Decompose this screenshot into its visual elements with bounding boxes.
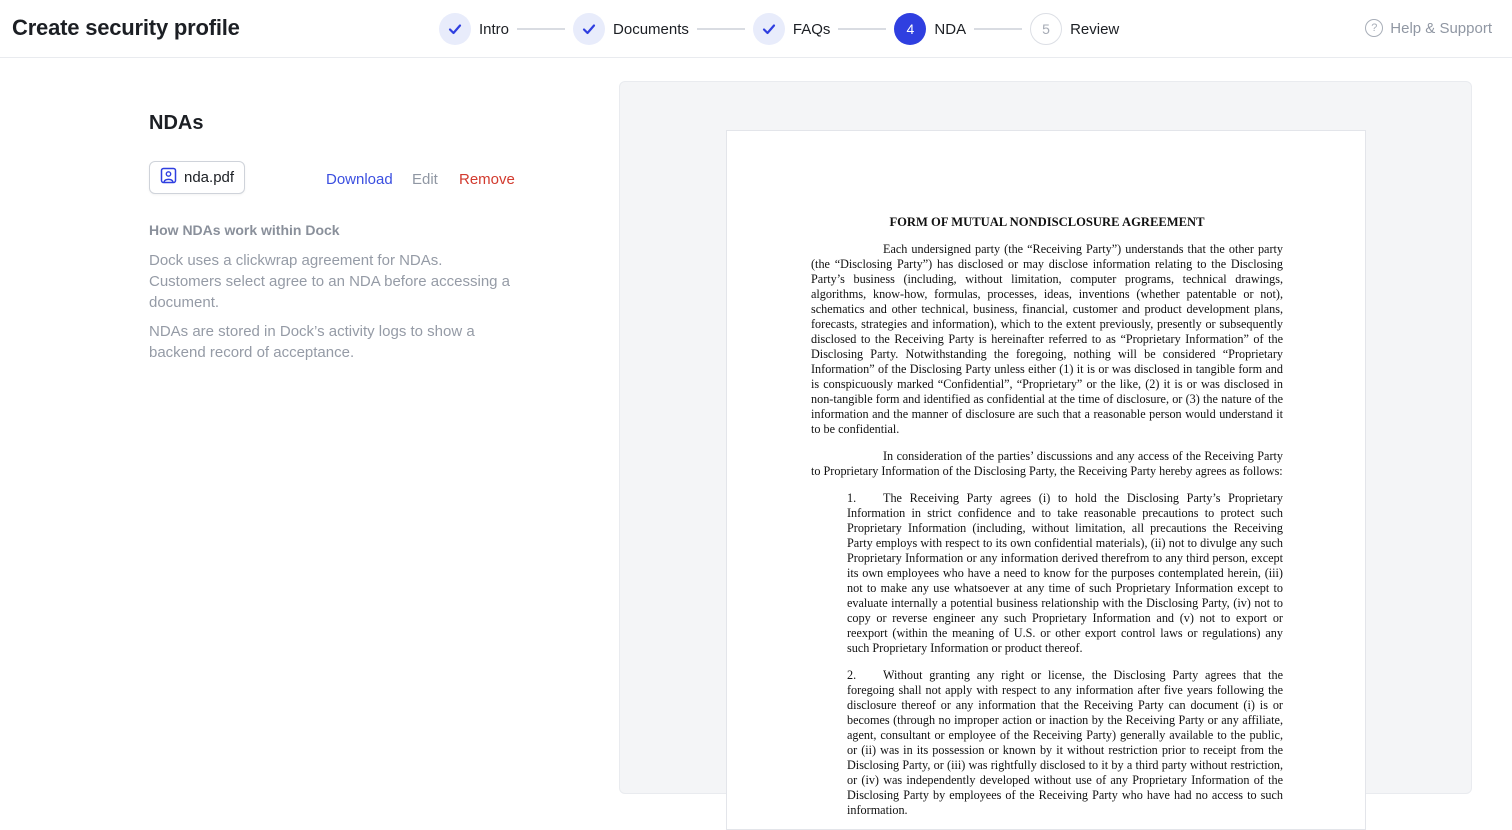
help-label: Help & Support [1390,19,1492,37]
document-body [811,215,1283,830]
step-faqs[interactable] [753,13,831,45]
step-connector [974,28,1022,30]
step-label: Intro [479,20,510,38]
step-label: Review [1070,20,1120,38]
nda-settings-panel [149,112,519,363]
document-paragraph: In consideration of the parties’ discussions and any access of the Receiving Party to Proprietary Information of the Disclosing Party, the Receiving Party hereby agrees as follows: [811,449,1283,478]
step-connector [697,28,745,30]
progress-stepper [439,12,1119,46]
help-support-link[interactable] [1365,19,1492,37]
document-clause [847,668,1283,818]
step-connector [517,28,565,30]
description-paragraph: Dock uses a clickwrap agreement for NDAs. Customers select agree to an NDA before accessing a document. [149,252,511,311]
check-icon [573,13,605,45]
file-name: nda.pdf [184,169,235,186]
check-icon [753,13,785,45]
page-title: Create security profile [12,15,240,40]
document-page [726,130,1366,830]
clause-number: 1. [847,491,857,505]
clause-text: The Receiving Party agrees (i) to hold the Disclosing Party’s Proprietary Information in strict confidence and to take reasonable precautions to protect such Proprietary Information (including, without limitation, all precautions the Receiving Party employs with respect to its own confidential materials), (ii) not to divulge any such Proprietary Information or any information derived therefrom to any third person, except its own employees who have a need to know for the purposes contemplated herein, (iii) not to make any use whatsoever at any time of such Proprietary Information except to evaluate internally a potential business relationship with the Disclosing Party, (iv) not to copy or reverse engineer any such Proprietary Information and (v) not to export or reexport (within the meaning of U.S. or other export control laws or regulations) any such Proprietary Information or product thereof. [847,491,1283,655]
step-label: NDA [934,20,967,38]
step-intro[interactable] [439,13,509,45]
remove-button[interactable]: Remove [459,171,515,188]
step-nda[interactable] [894,13,966,45]
step-number: 4 [894,13,926,45]
image-file-icon [160,167,177,189]
step-documents[interactable] [573,13,689,45]
question-circle-icon: ? [1365,19,1383,37]
clause-text: Without granting any right or license, the Disclosing Party agrees that the foregoing shall not apply with respect to any information after five years following the disclosure thereof or any information that the Receiving Party can document (i) is or becomes (through no improper action or inaction by the Receiving Party or any affiliate, agent, consultant or employee of the Receiving Party) generally available to the public, or (ii) was in its possession or known by it without restriction prior to receipt from the Disclosing Party, or (iii) was rightfully disclosed to it by a third party without restriction, or (iv) was independently developed without use of any Proprietary Information of the Disclosing Party by employees of the Receiving Party who have had no access to such information. [847,668,1283,817]
step-review[interactable] [1030,13,1119,45]
top-bar [0,0,1512,58]
step-connector [838,28,886,30]
edit-button[interactable]: Edit [412,171,438,188]
description-paragraph: NDAs are stored in Dock’s activity logs to show a backend record of acceptance. [149,323,475,361]
step-number: 5 [1030,13,1062,45]
section-title: NDAs [149,112,204,134]
document-title: FORM OF MUTUAL NONDISCLOSURE AGREEMENT [889,215,1205,229]
clause-number: 2. [847,668,857,682]
step-label: Documents [613,20,689,38]
file-chip[interactable] [149,161,245,194]
document-clause [847,491,1283,656]
check-icon [439,13,471,45]
how-it-works-heading: How NDAs work within Dock [149,222,340,238]
download-button[interactable]: Download [326,171,393,188]
document-preview-panel[interactable] [619,81,1472,817]
step-label: FAQs [792,20,831,38]
document-paragraph: Each undersigned party (the “Receiving Party”) understands that the other party (the “Disclosing Party”) has disclosed or may disclose information relating to the Disclosing Party’s business (including, without limitation, computer programs, technical drawings, algorithms, know-how, formulas, processes, ideas, inventions (whether patentable or not), schematics and other technical, business, financial, customer and product development plans, forecasts, strategies and information), which to the extent previously, presently or subsequently disclosed to the Receiving Party is hereinafter referred to as “Proprietary Information” of the Disclosing Party. Notwithstanding the foregoing, nothing will be considered “Proprietary Information” of the Disclosing Party unless either (1) it is or was disclosed in tangible form and is conspicuously marked “Confidential”, “Proprietary” or the like, (2) it is or was disclosed in non-tangible form and identified as confidential at the time of disclosure, or (3) the nature of the information and the manner of disclosure are such that a reasonable person would understand it to be confidential. [811,242,1283,436]
file-row [149,161,519,195]
